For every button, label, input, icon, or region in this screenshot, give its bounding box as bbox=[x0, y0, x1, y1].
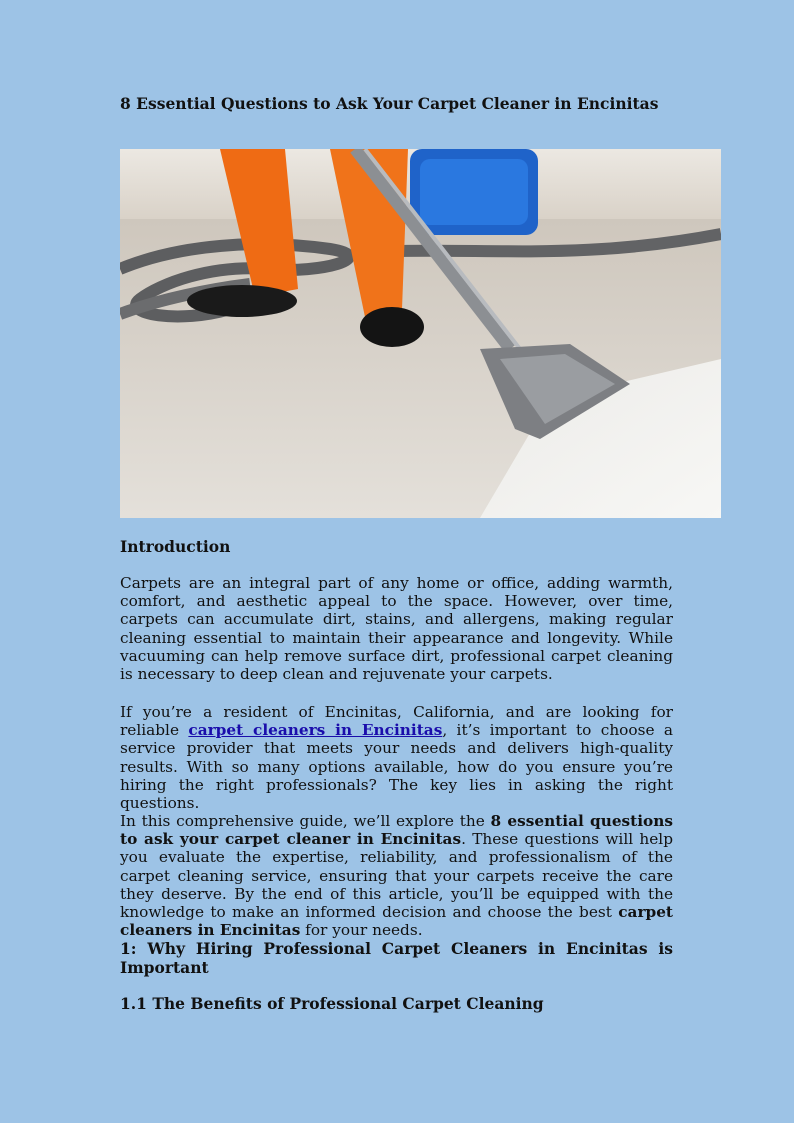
intro-paragraph-3-bold-2: carpet cleaners in Encinitas bbox=[120, 903, 673, 940]
carpet-cleaning-illustration bbox=[120, 149, 721, 518]
intro-paragraph-3 bbox=[120, 812, 673, 939]
intro-paragraph-3-before: In this comprehensive guide, we’ll explore the bbox=[120, 812, 491, 830]
intro-heading: Introduction bbox=[120, 537, 231, 556]
intro-paragraph-2-after: , it’s important to choose a service provider that meets your needs and delivers high-quality results. With so many options available, how do you ensure you’re hiring the right professionals? The key lies in asking the right questions. bbox=[120, 721, 673, 813]
document-title: 8 Essential Questions to Ask Your Carpet Cleaner in Encinitas bbox=[120, 94, 659, 113]
carpet-cleaners-link[interactable]: carpet cleaners in Encinitas bbox=[188, 721, 443, 740]
intro-paragraph-3-bold-1: 8 essential questions to ask your carpet cleaner in Encinitas bbox=[120, 812, 673, 849]
intro-paragraph-3-mid: . These questions will help you evaluate the expertise, reliability, and professionalism of the carpet cleaning service, ensuring that your carpets receive the care they deserve. By the end of this article, you’ll be equipped with the knowledge to make an informed decision and choose the best bbox=[120, 830, 673, 922]
section-1-heading: 1: Why Hiring Professional Carpet Cleaners in Encinitas is Important bbox=[120, 939, 673, 977]
intro-paragraph-2 bbox=[120, 703, 673, 812]
section-1-1-heading: 1.1 The Benefits of Professional Carpet Cleaning bbox=[120, 994, 544, 1013]
intro-paragraph-3-after: for your needs. bbox=[300, 921, 423, 940]
intro-paragraph-2-before: If you’re a resident of Encinitas, California, and are looking for reliable bbox=[120, 703, 673, 740]
intro-paragraph-1: Carpets are an integral part of any home or office, adding warmth, comfort, and aesthetic appeal to the space. However, over time, carpets can accumulate dirt, stains, and allergens, making regular cleaning essential to maintain their appearance and longevity. While vacuuming can help remove surface dirt, professional carpet cleaning is necessary to deep clean and rejuvenate your carpets. bbox=[120, 574, 673, 684]
hero-image bbox=[120, 149, 721, 518]
